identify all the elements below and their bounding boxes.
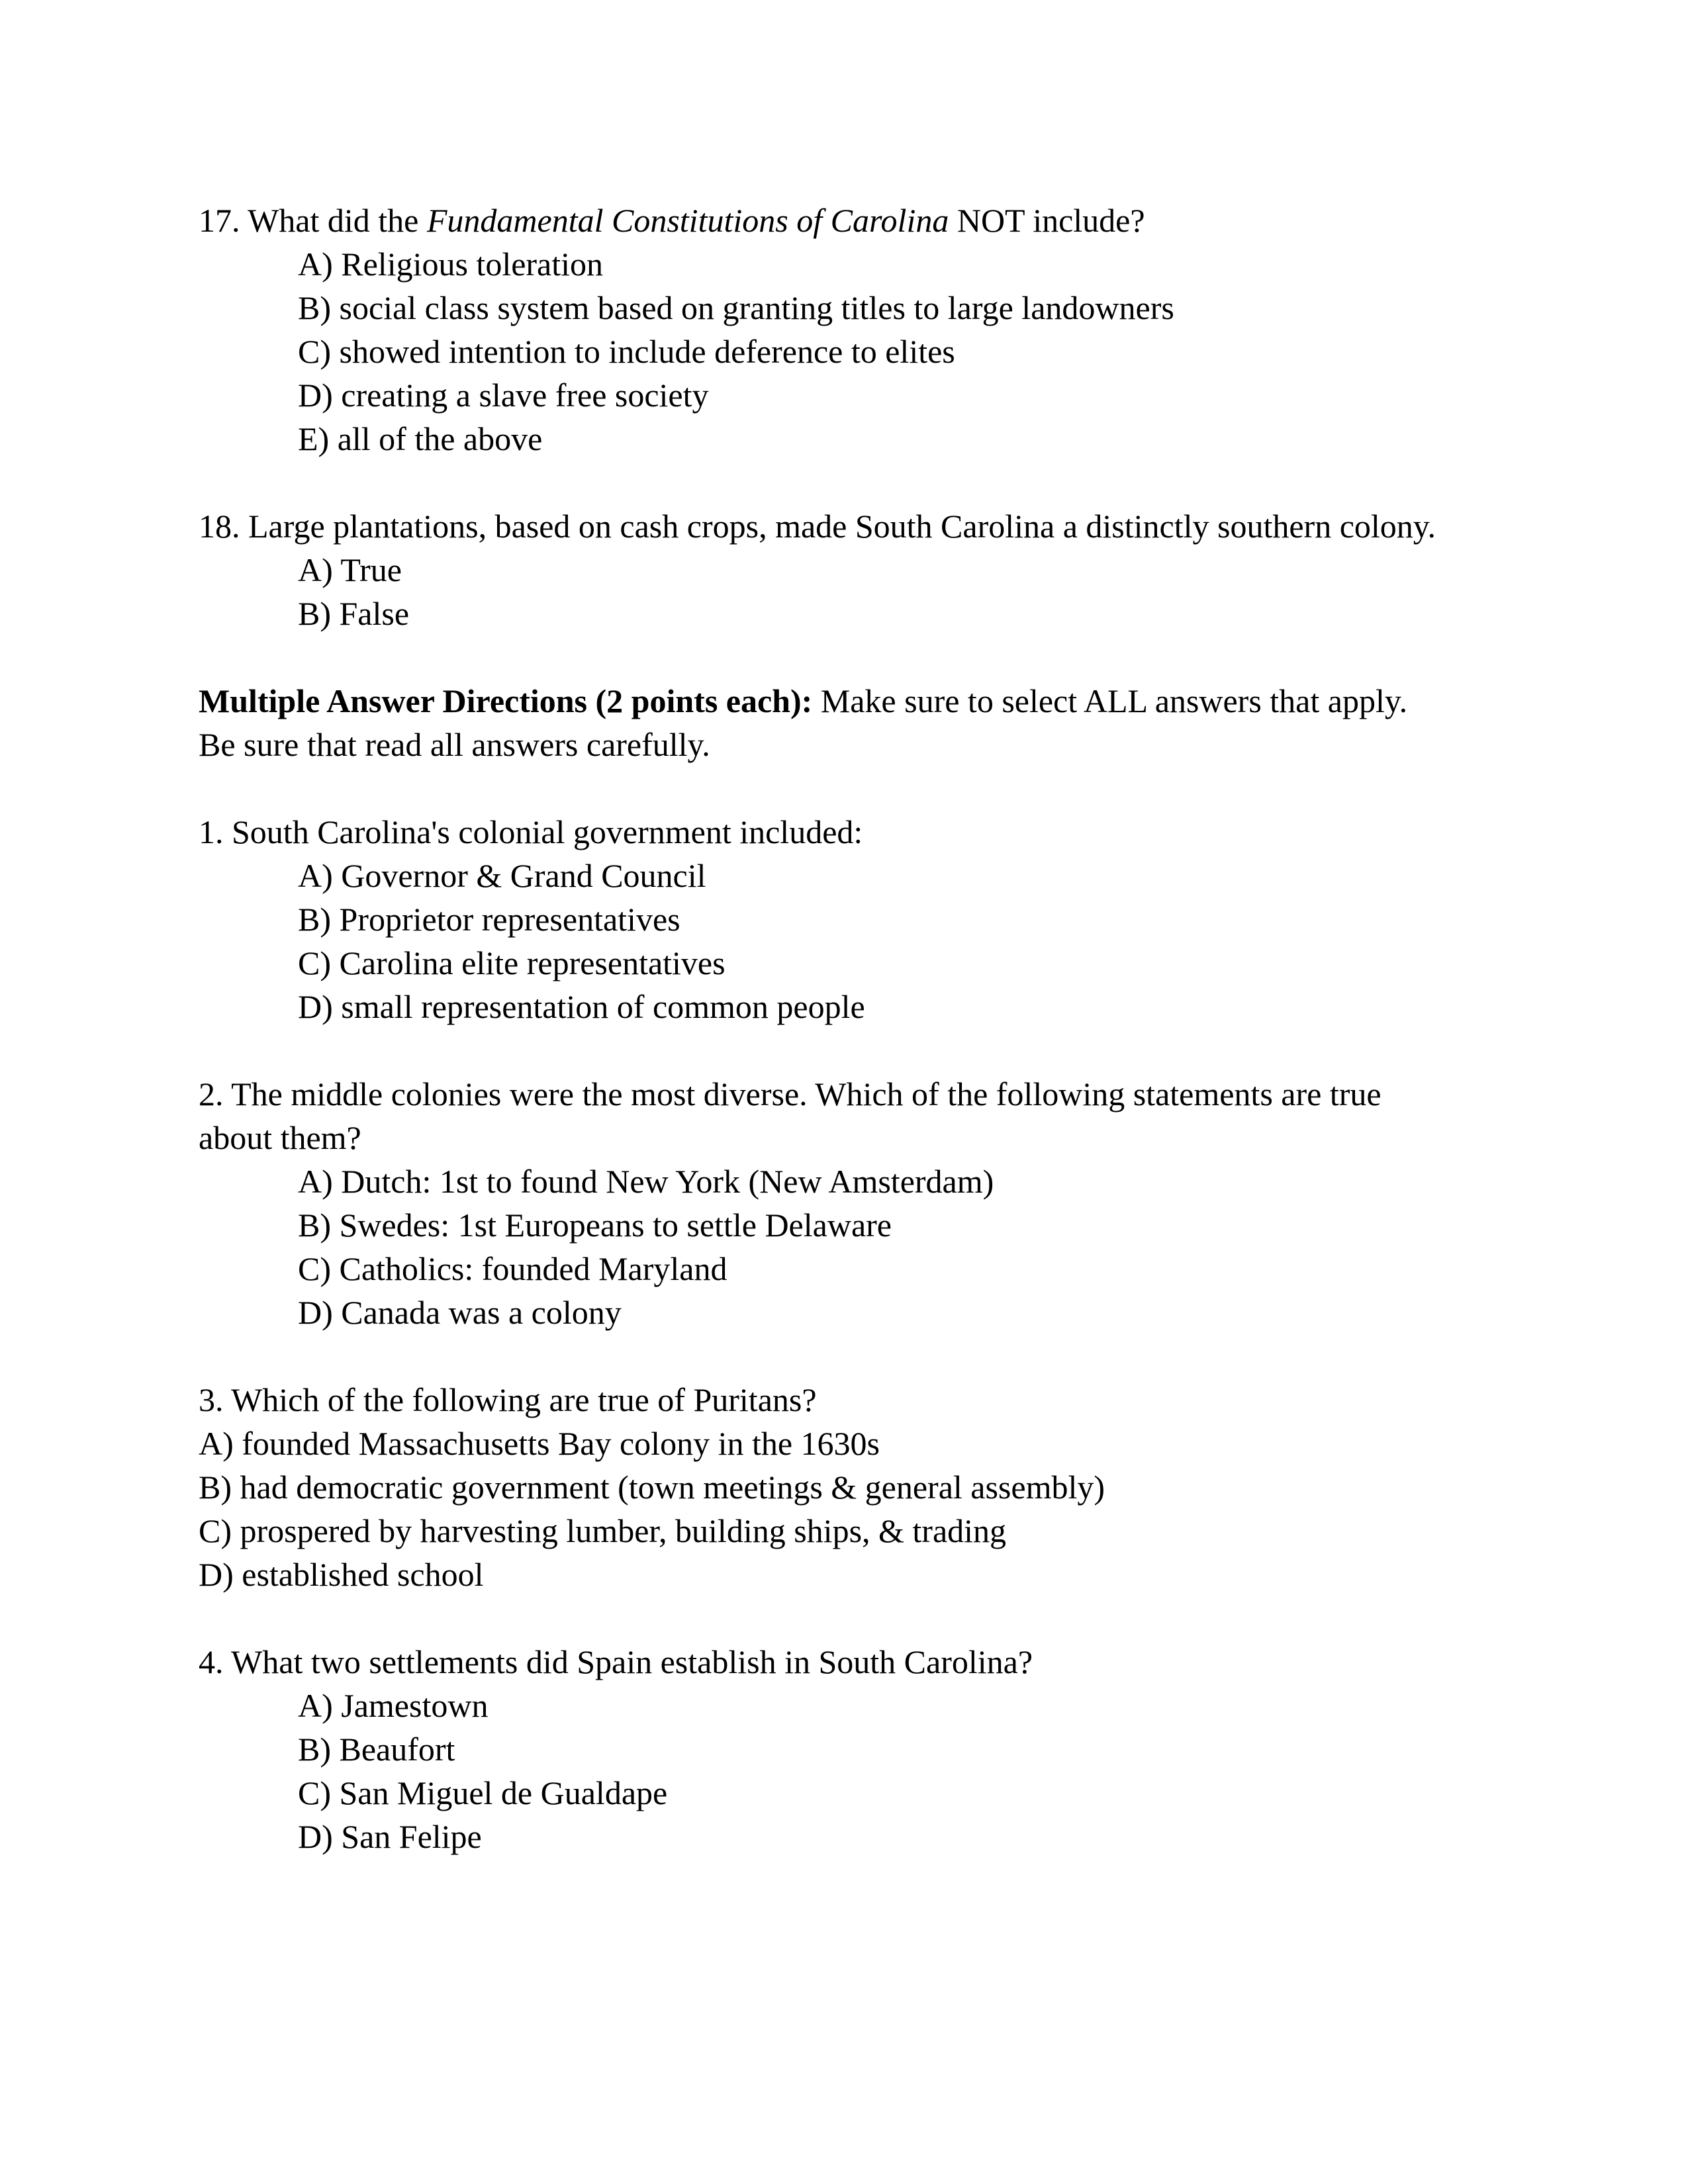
answer-option-17-b[interactable]: B) social class system based on granting titles to large landowners (298, 289, 1174, 326)
answer-option-ma4-c[interactable]: C) San Miguel de Gualdape (298, 1774, 668, 1811)
question-stem-17 (199, 199, 1436, 242)
answer-option-ma2-a[interactable]: A) Dutch: 1st to found New York (New Amsterdam) (298, 1163, 994, 1200)
answer-option-17-e[interactable]: E) all of the above (298, 420, 543, 457)
question-stem-17-suffix: NOT include? (949, 202, 1145, 239)
answer-option-ma1-b[interactable]: B) Proprietor representatives (298, 901, 680, 938)
answer-option-17-c[interactable]: C) showed intention to include deference to elites (298, 333, 955, 370)
question-stem-17-italic-title: Fundamental Constitutions of Carolina (426, 202, 949, 239)
answer-option-ma3-d[interactable]: D) established school (199, 1556, 484, 1593)
directions-block (199, 679, 1436, 766)
answer-option-ma4-b[interactable]: B) Beaufort (298, 1731, 455, 1768)
answer-option-ma2-b[interactable]: B) Swedes: 1st Europeans to settle Delaware (298, 1206, 892, 1244)
question-stem-ma4: 4. What two settlements did Spain establish in South Carolina? (199, 1643, 1033, 1680)
answer-option-ma4-d[interactable]: D) San Felipe (298, 1818, 482, 1855)
answer-option-ma1-c[interactable]: C) Carolina elite representatives (298, 944, 726, 981)
answer-option-ma2-c[interactable]: C) Catholics: founded Maryland (298, 1250, 727, 1287)
question-stem-ma2: 2. The middle colonies were the most diverse. Which of the following statements are true about them? (199, 1075, 1382, 1156)
directions-heading: Multiple Answer Directions (2 points each): (199, 682, 813, 719)
answer-option-ma1-a[interactable]: A) Governor & Grand Council (298, 857, 706, 894)
answer-option-18-b[interactable]: B) False (298, 595, 410, 632)
answer-option-17-a[interactable]: A) Religious toleration (298, 246, 604, 283)
directions-paragraph (199, 679, 1436, 766)
answer-option-18-a[interactable]: A) True (298, 551, 402, 588)
question-stem-ma3: 3. Which of the following are true of Puritans? (199, 1381, 817, 1418)
question-block-ma4 (199, 1640, 1436, 1858)
question-block-18 (199, 504, 1436, 635)
question-block-ma3 (199, 1378, 1436, 1596)
answer-option-ma4-a[interactable]: A) Jamestown (298, 1687, 489, 1724)
question-stem-18: 18. Large plantations, based on cash crops, made South Carolina a distinctly southern colony. (199, 508, 1436, 545)
directions-text: Make sure to select ALL answers that apply. Be sure that read all answers carefully. (199, 682, 1408, 763)
answer-option-ma3-b[interactable]: B) had democratic government (town meetings & general assembly) (199, 1469, 1105, 1506)
answer-option-ma3-a[interactable]: A) founded Massachusetts Bay colony in the 1630s (199, 1425, 880, 1462)
answer-option-ma2-d[interactable]: D) Canada was a colony (298, 1294, 622, 1331)
answer-option-17-d[interactable]: D) creating a slave free society (298, 377, 709, 414)
question-stem-ma1: 1. South Carolina's colonial government included: (199, 813, 863, 850)
question-block-ma1 (199, 810, 1436, 1028)
question-block-17 (199, 199, 1436, 461)
answer-option-ma3-c[interactable]: C) prospered by harvesting lumber, building ships, & trading (199, 1512, 1007, 1549)
answer-option-ma1-d[interactable]: D) small representation of common people (298, 988, 865, 1025)
document-body (199, 199, 1436, 1858)
question-stem-17-prefix: 17. What did the (199, 202, 427, 239)
question-block-ma2 (199, 1072, 1436, 1334)
